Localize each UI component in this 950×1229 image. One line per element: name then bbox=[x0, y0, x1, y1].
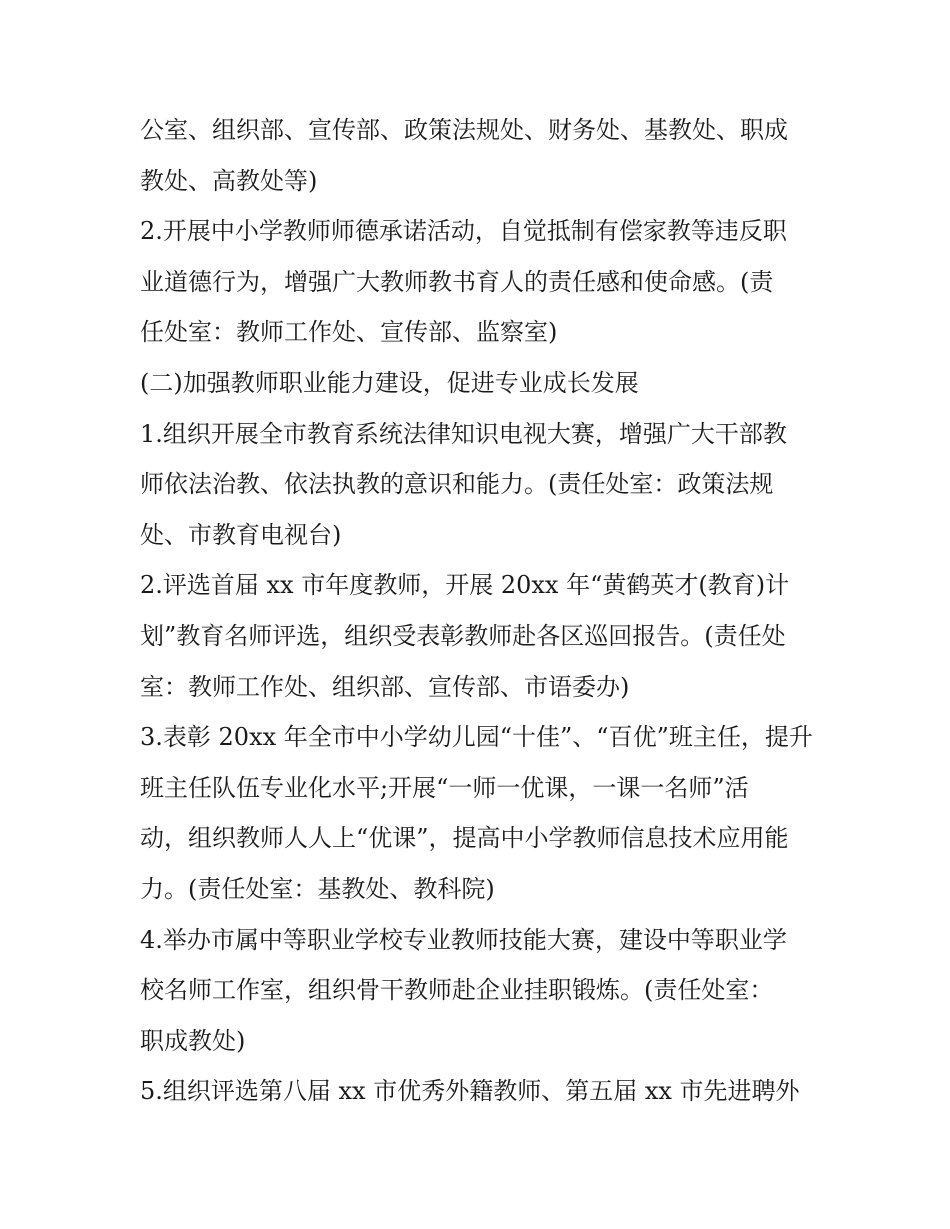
text-line: 2.评选首届 xx 市年度教师，开展 20xx 年“黄鹤英才(教育)计 bbox=[140, 571, 790, 600]
text-line: 4.举办市属中等职业学校专业教师技能大赛，建设中等职业学 bbox=[140, 925, 787, 954]
text-line: 2.开展中小学教师师德承诺活动，自觉抵制有偿家教等违反职 bbox=[140, 217, 787, 246]
text-line: 动，组织教师人人上“优课”，提高中小学教师信息技术应用能 bbox=[140, 824, 789, 853]
text-line: 室：教师工作处、组织部、宣传部、市语委办) bbox=[140, 672, 630, 701]
text-line: 校名师工作室，组织骨干教师赴企业挂职锻炼。(责任处室： bbox=[140, 976, 774, 1005]
text-line: 3.表彰 20xx 年全市中小学幼儿园“十佳”、“百优”班主任，提升 bbox=[140, 723, 813, 752]
section-heading: (二)加强教师职业能力建设，促进专业成长发展 bbox=[140, 368, 639, 397]
text-line: 业道德行为，增强广大教师教书育人的责任感和使命感。(责 bbox=[140, 267, 774, 296]
text-line: 力。(责任处室：基教处、教科院) bbox=[140, 874, 495, 903]
text-line: 1.组织开展全市教育系统法律知识电视大赛，增强广大干部教 bbox=[140, 419, 787, 448]
document-body bbox=[140, 105, 820, 1117]
text-line: 师依法治教、依法执教的意识和能力。(责任处室：政策法规 bbox=[140, 470, 774, 499]
text-line: 划”教育名师评选，组织受表彰教师赴各区巡回报告。(责任处 bbox=[140, 621, 786, 650]
text-line: 班主任队伍专业化水平;开展“一师一优课，一课一名师”活 bbox=[140, 773, 749, 802]
text-line: 5.组织评选第八届 xx 市优秀外籍教师、第五届 xx 市先进聘外 bbox=[140, 1077, 800, 1106]
text-line: 教处、高教处等) bbox=[140, 166, 318, 195]
text-line: 处、市教育电视台) bbox=[140, 520, 342, 549]
text-line: 公室、组织部、宣传部、政策法规处、财务处、基教处、职成 bbox=[140, 116, 788, 144]
text-line: 职成教处) bbox=[140, 1026, 246, 1055]
text-line: 任处室：教师工作处、宣传部、监察室) bbox=[140, 318, 558, 347]
